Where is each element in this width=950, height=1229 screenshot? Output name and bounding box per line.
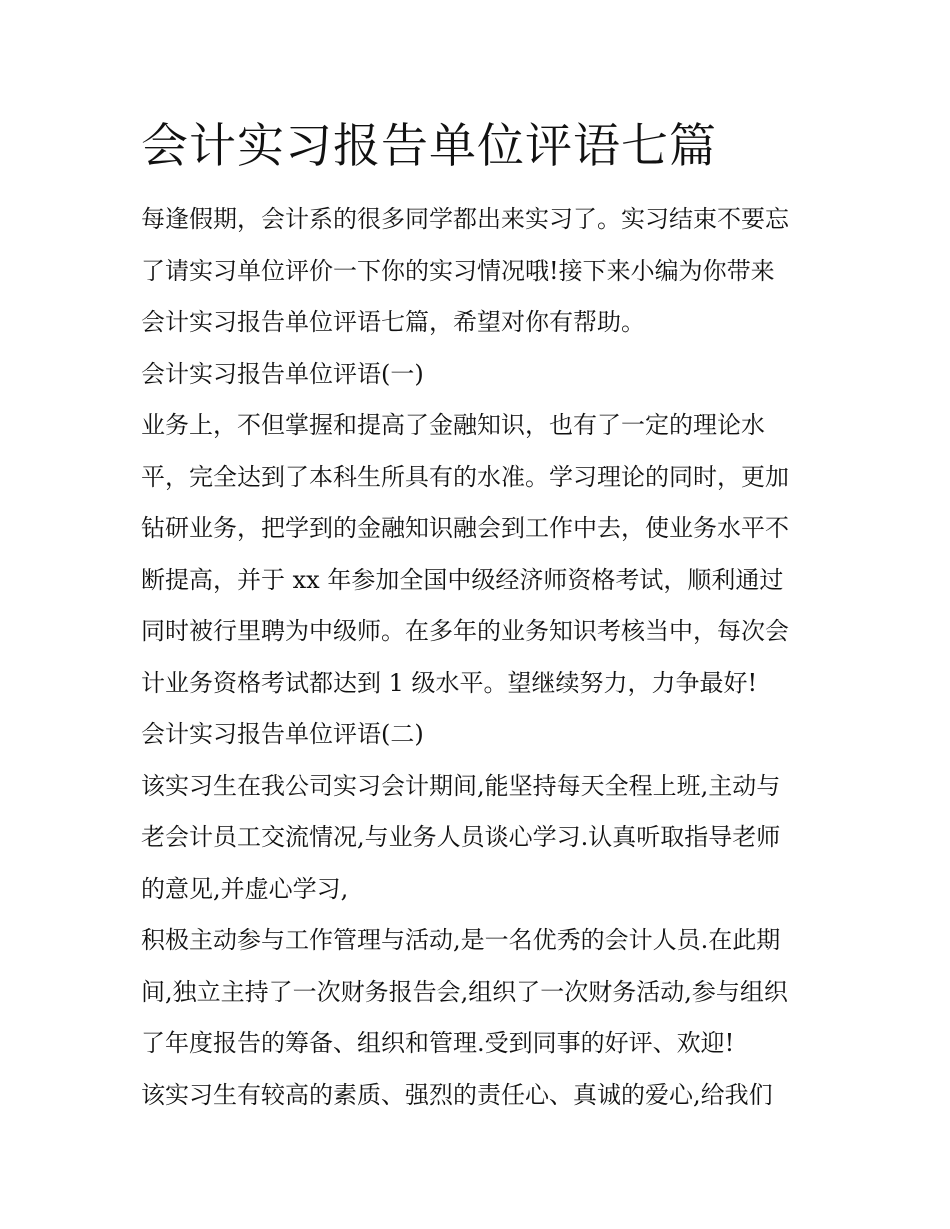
intro-line-2: 了请实习单位评价一下你的实习情况哦!接下来小编为你带来 (141, 256, 775, 285)
section-1-line-4: 断提高，并于 xx 年参加全国中级经济师资格考试，顺利通过 (141, 565, 784, 594)
document-body (141, 194, 813, 1121)
document-page (141, 112, 813, 1121)
section-2-line-5: 间,独立主持了一次财务报告会,组织了一次财务活动,参与组织 (141, 977, 788, 1006)
section-2-line-6: 了年度报告的筹备、组织和管理.受到同事的好评、欢迎! (141, 1029, 735, 1057)
section-heading-2: 会计实习报告单位评语(二) (141, 720, 424, 748)
intro-line-3: 会计实习报告单位评语七篇，希望对你有帮助。 (141, 308, 645, 336)
section-2-line-7: 该实习生有较高的素质、强烈的责任心、真诚的爱心,给我们 (141, 1080, 773, 1109)
intro-line-1: 每逢假期，会计系的很多同学都出来实习了。实习结束不要忘 (141, 205, 789, 233)
section-2-line-3: 的意见,并虚心学习, (141, 874, 349, 903)
section-1-line-5: 同时被行里聘为中级师。在多年的业务知识考核当中，每次会 (141, 617, 789, 645)
section-2-line-1: 该实习生在我公司实习会计期间,能坚持每天全程上班,主动与 (141, 771, 781, 800)
section-1-line-2: 平，完全达到了本科生所具有的水准。学习理论的同时，更加 (141, 462, 789, 491)
section-heading-1: 会计实习报告单位评语(一) (141, 359, 424, 388)
section-2-line-2: 老会计员工交流情况,与业务人员谈心学习.认真听取指导老师 (141, 823, 781, 851)
section-1-line-1: 业务上，不但掌握和提高了金融知识，也有了一定的理论水 (141, 411, 765, 439)
section-1-line-6: 计业务资格考试都达到 1 级水平。望继续努力，力争最好! (141, 668, 758, 697)
section-1-line-3: 钻研业务，把学到的金融知识融会到工作中去，使业务水平不 (141, 514, 789, 542)
section-2-line-4: 积极主动参与工作管理与活动,是一名优秀的会计人员.在此期 (141, 926, 781, 954)
document-title: 会计实习报告单位评语七篇 (141, 119, 717, 174)
